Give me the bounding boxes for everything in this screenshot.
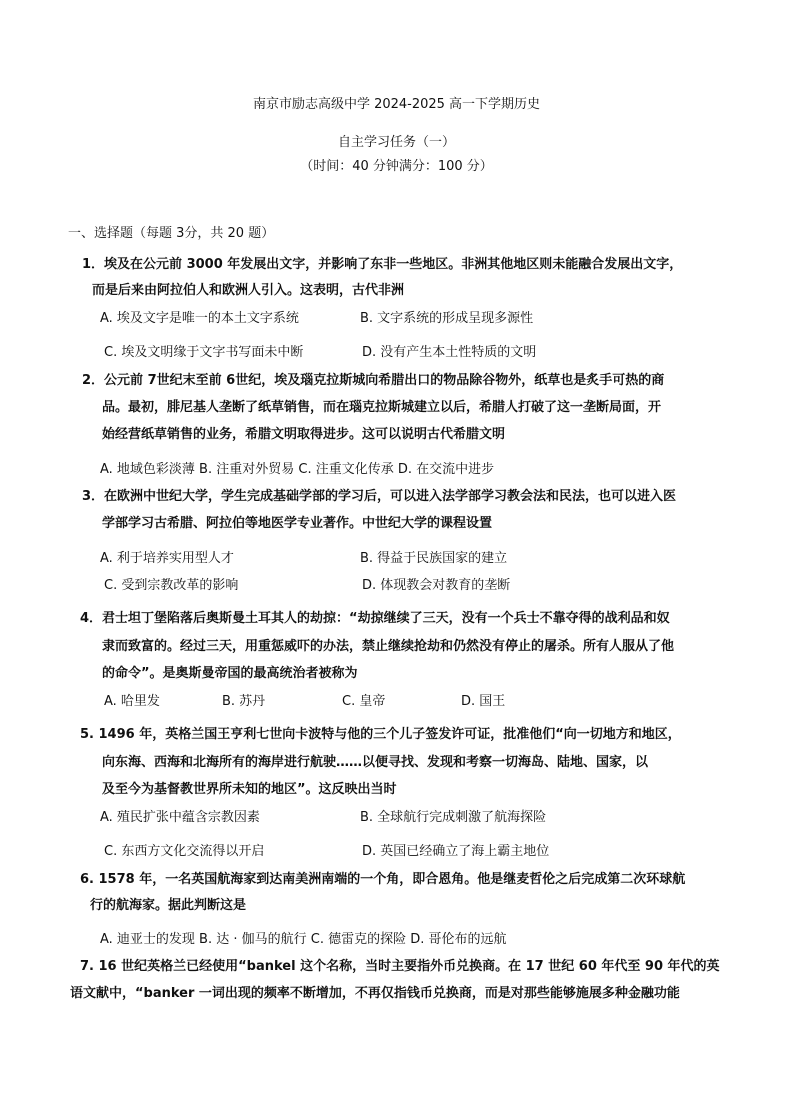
question-5-option-b: B. 全球航行完成刺激了航海探险 xyxy=(360,810,547,825)
question-4-line-1: 4．君士坦丁堡陷落后奥斯曼土耳其人的劫掠：“劫掠继续了三天，没有一个兵士不靠夺得的战利品和奴 xyxy=(80,611,670,626)
question-4-option-c: C. 皇帝 xyxy=(342,694,386,709)
time-info: （时间：40 分钟满分：100 分） xyxy=(300,159,493,174)
question-2-line-3: 始经营纸草销售的业务，希腊文明取得进步。这可以说明古代希腊文明 xyxy=(102,427,506,442)
question-4-option-a: A. 哈里发 xyxy=(104,694,160,709)
section-heading: 一、选择题（每题 3分，共 20 题） xyxy=(68,226,275,241)
question-1-line-1: 1．埃及在公元前 3000 年发展出文字，并影响了东非一些地区。非洲其他地区则未能融合发展出文字， xyxy=(82,257,683,272)
question-1-option-c: C. 埃及文明缘于文字书写面未中断 xyxy=(104,345,304,360)
question-4-line-2: 隶而致富的。经过三天，用重惩威吓的办法，禁止继续抢劫和仍然没有停止的屠杀。所有人服从了他 xyxy=(102,639,675,654)
question-3-line-2: 学部学习古希腊、阿拉伯等地医学专业著作。中世纪大学的课程设置 xyxy=(102,516,493,531)
question-3-line-1: 3．在欧洲中世纪大学，学生完成基础学部的学习后，可以进入法学部学习教会法和民法，也可以进入医 xyxy=(82,489,677,504)
question-4-option-b: B. 苏丹 xyxy=(222,694,266,709)
question-1-option-b: B. 文字系统的形成呈现多源性 xyxy=(360,311,534,326)
question-3-option-a: A. 利于培养实用型人才 xyxy=(100,551,234,566)
question-3-option-d: D. 体现教会对教育的垄断 xyxy=(362,578,511,593)
question-4-line-3: 的命令”。是奥斯曼帝国的最高统治者被称为 xyxy=(102,666,358,681)
question-7-line-2: 语文献中，“banker 一词出现的频率不断增加，不再仅指钱币兑换商，而是对那些能够施展多种金融功能 xyxy=(70,986,680,1001)
question-3-option-b: B. 得益于民族国家的建立 xyxy=(360,551,508,566)
question-7-line-1: 7. 16 世纪英格兰已经使用“bankel 这个名称，当时主要指外币兑换商。在 17 世纪 60 年代至 90 年代的英 xyxy=(80,959,720,974)
question-5-line-3: 及至今为基督教世界所未知的地区”。这反映出当时 xyxy=(102,782,397,797)
question-6-line-1: 6. 1578 年，一名英国航海家到达南美洲南端的一个角，即合恩角。他是继麦哲伦之后完成第二次环球航 xyxy=(80,872,686,887)
question-5-option-d: D. 英国已经确立了海上霸主地位 xyxy=(362,844,550,859)
question-2-line-2: 品。最初，腓尼基人垄断了纸草销售，而在瑙克拉斯城建立以后，希腊人打破了这一垄断局面，开 xyxy=(102,400,662,415)
question-5-line-1: 5. 1496 年，英格兰国王亨利七世向卡波特与他的三个儿子签发许可证，批准他们“向一切地方和地区， xyxy=(80,727,681,742)
question-6-options: A. 迪亚士的发现 B. 达 · 伽马的航行 C. 德雷克的探险 D. 哥伦布的远航 xyxy=(100,932,507,947)
document-title: 南京市励志高级中学 2024-2025 高一下学期历史 xyxy=(252,97,541,112)
question-6-line-2: 行的航海家。据此判断这是 xyxy=(90,898,247,913)
question-2-options: A. 地域色彩淡薄 B. 注重对外贸易 C. 注重文化传承 D. 在交流中进步 xyxy=(100,462,495,477)
document-subtitle: 自主学习任务（一） xyxy=(337,135,455,150)
question-2-line-1: 2．公元前 7世纪末至前 6世纪，埃及瑙克拉斯城向希腊出口的物品除谷物外，纸草也是炙手可热的商 xyxy=(82,373,665,388)
question-1-option-a: A. 埃及文字是唯一的本土文字系统 xyxy=(100,311,299,326)
question-3-option-c: C. 受到宗教改革的影响 xyxy=(104,578,239,593)
question-1-option-d: D. 没有产生本土性特质的文明 xyxy=(362,345,537,360)
question-4-option-d: D. 国王 xyxy=(461,694,506,709)
question-1-line-2: 而是后来由阿拉伯人和欧洲人引入。这表明，古代非洲 xyxy=(92,283,405,298)
question-5-line-2: 向东海、西海和北海所有的海岸进行航驶……以便寻找、发现和考察一切海岛、陆地、国家，以 xyxy=(102,755,649,770)
question-5-option-c: C. 东西方文化交流得以开启 xyxy=(104,844,265,859)
question-5-option-a: A. 殖民扩张中蕴含宗教因素 xyxy=(100,810,260,825)
